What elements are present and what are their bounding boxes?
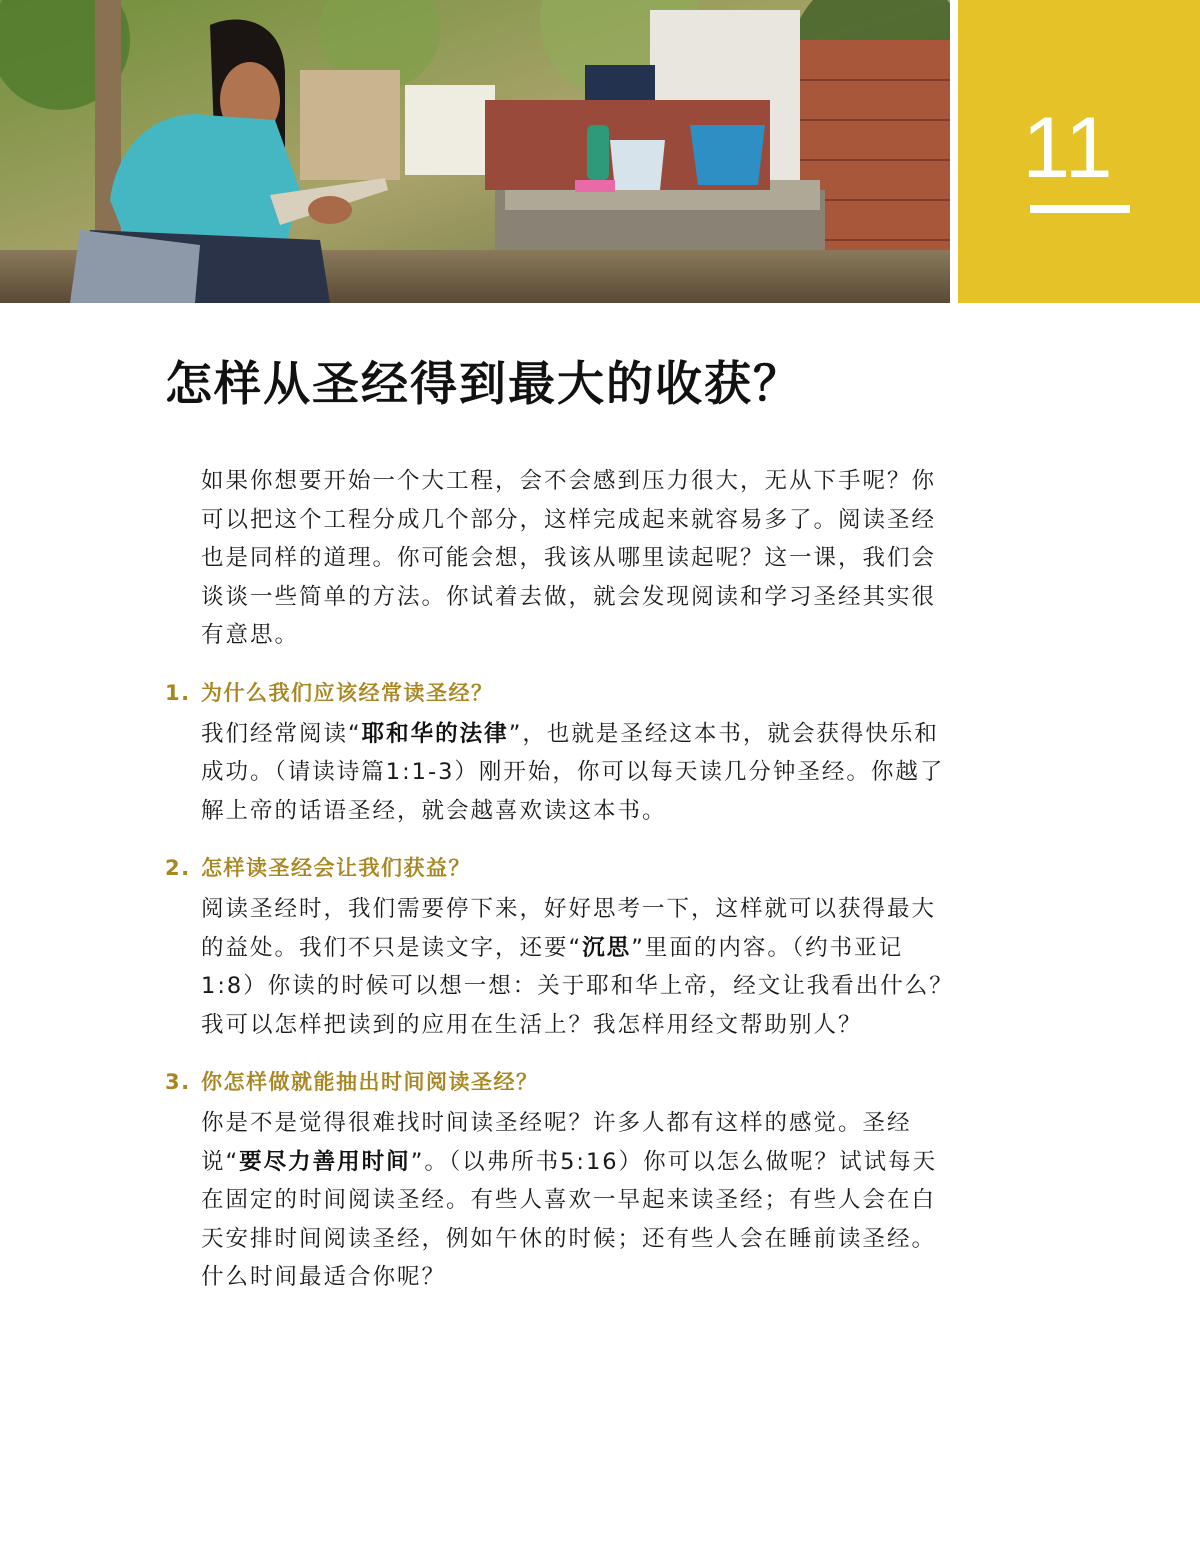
lesson-number-underline <box>1030 205 1130 213</box>
section-number: 2. <box>165 856 191 880</box>
section-question: 为什么我们应该经常读圣经？ <box>201 680 494 705</box>
lesson-number: 11 <box>1022 100 1114 196</box>
hero-photo <box>0 0 950 303</box>
section-question: 你怎样做就能抽出时间阅读圣经？ <box>201 1070 539 1094</box>
intro-paragraph: 如果你想要开始一个大工程，会不会感到压力很大，无从下手呢？你可以把这个工程分成几个部分，这样完成起来就容易多了。阅读圣经也是同样的道理。你可能会想，我该从哪里读起呢？这一课，我们会谈谈一些简单的方法。你试着去做，就会发现阅读和学习圣经其实很有意思。 <box>201 468 937 648</box>
section-text: ”。（以弗所书5:16）你可以怎么做呢？试试每天在固定的时间阅读圣经。有些人喜欢一早起来读圣经；有些人会在白天安排时间阅读圣经，例如午休的时候；还有些人会在睡前读圣经。什么时间最适合你呢？ <box>201 1148 938 1290</box>
section-paragraph <box>201 1104 956 1297</box>
section-number: 1. <box>165 680 191 705</box>
section-text: ”，也就是圣经这本书，就会获得快乐和成功。（请读诗篇1:1-3）刚开始，你可以每天读几分钟圣经。你越了解上帝的话语圣经，就会越喜欢读这本书。 <box>201 720 945 824</box>
emphasized-quote: 要尽力善用时间 <box>239 1148 411 1175</box>
section-text: 你是不是觉得很难找时间读圣经呢？许多人都有这样的感觉。圣经说“ <box>201 1110 912 1175</box>
section-question: 怎样读圣经会让我们获益？ <box>201 856 471 880</box>
lesson-number-box <box>958 0 1200 303</box>
emphasized-quote: 耶和华的法律 <box>361 720 509 747</box>
section-paragraph <box>201 715 956 831</box>
section-3 <box>165 1066 965 1297</box>
section-1 <box>165 677 965 831</box>
section-heading <box>165 1066 965 1098</box>
section-heading <box>165 852 965 884</box>
section-text: 我们经常阅读“ <box>201 720 362 747</box>
photo-woman-reading-bible <box>0 0 950 303</box>
section-2 <box>165 852 965 1044</box>
section-heading <box>165 677 965 709</box>
page-title: 怎样从圣经得到最大的收获？ <box>165 357 802 412</box>
section-text: 阅读圣经时，我们需要停下来，好好思考一下，这样就可以获得最大的益处。我们不只是读文字，还要“ <box>201 896 937 961</box>
section-paragraph <box>201 890 956 1044</box>
lesson-content <box>165 462 965 1297</box>
emphasized-quote: 沉思 <box>582 934 632 961</box>
section-text: ”里面的内容。（约书亚记1:8）你读的时候可以想一想：关于耶和华上帝，经文让我看出什么？我可以怎样把读到的应用在生活上？我怎样用经文帮助别人？ <box>201 934 954 1038</box>
section-number: 3. <box>165 1070 191 1094</box>
